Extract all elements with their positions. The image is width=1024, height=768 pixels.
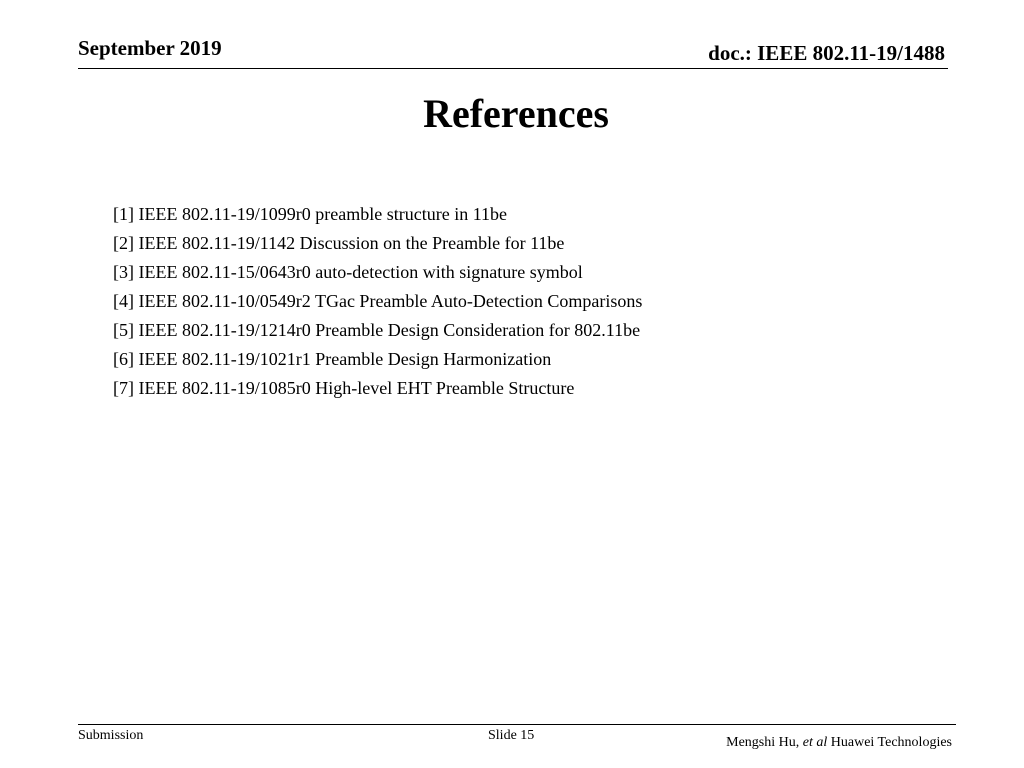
footer-author xyxy=(726,736,952,750)
footer-submission: Submission xyxy=(78,728,144,743)
header-doc-id: doc.: IEEE 802.11-19/1488 xyxy=(708,41,945,65)
reference-item: [7] IEEE 802.11-19/1085r0 High-level EHT Preamble Structure xyxy=(113,378,575,398)
reference-item: [4] IEEE 802.11-10/0549r2 TGac Preamble Auto-Detection Comparisons xyxy=(113,291,643,311)
reference-item: [5] IEEE 802.11-19/1214r0 Preamble Design Consideration for 802.11be xyxy=(113,320,641,340)
header-divider xyxy=(78,68,948,69)
header-date: September 2019 xyxy=(78,36,222,60)
reference-item: [3] IEEE 802.11-15/0643r0 auto-detection with signature symbol xyxy=(113,262,583,282)
reference-item: [1] IEEE 802.11-19/1099r0 preamble structure in 11be xyxy=(113,204,508,224)
slide-title: References xyxy=(423,91,609,136)
reference-item: [2] IEEE 802.11-19/1142 Discussion on the Preamble for 11be xyxy=(113,233,565,253)
footer-author-org: Huawei Technologies xyxy=(827,735,952,750)
reference-item: [6] IEEE 802.11-19/1021r1 Preamble Design Harmonization xyxy=(113,349,552,369)
reference-list xyxy=(113,200,642,403)
footer-divider xyxy=(78,724,956,725)
footer-author-name: Mengshi Hu, xyxy=(726,735,803,750)
footer-author-etal: et al xyxy=(802,735,828,750)
footer-slide-number: Slide 15 xyxy=(488,728,535,743)
